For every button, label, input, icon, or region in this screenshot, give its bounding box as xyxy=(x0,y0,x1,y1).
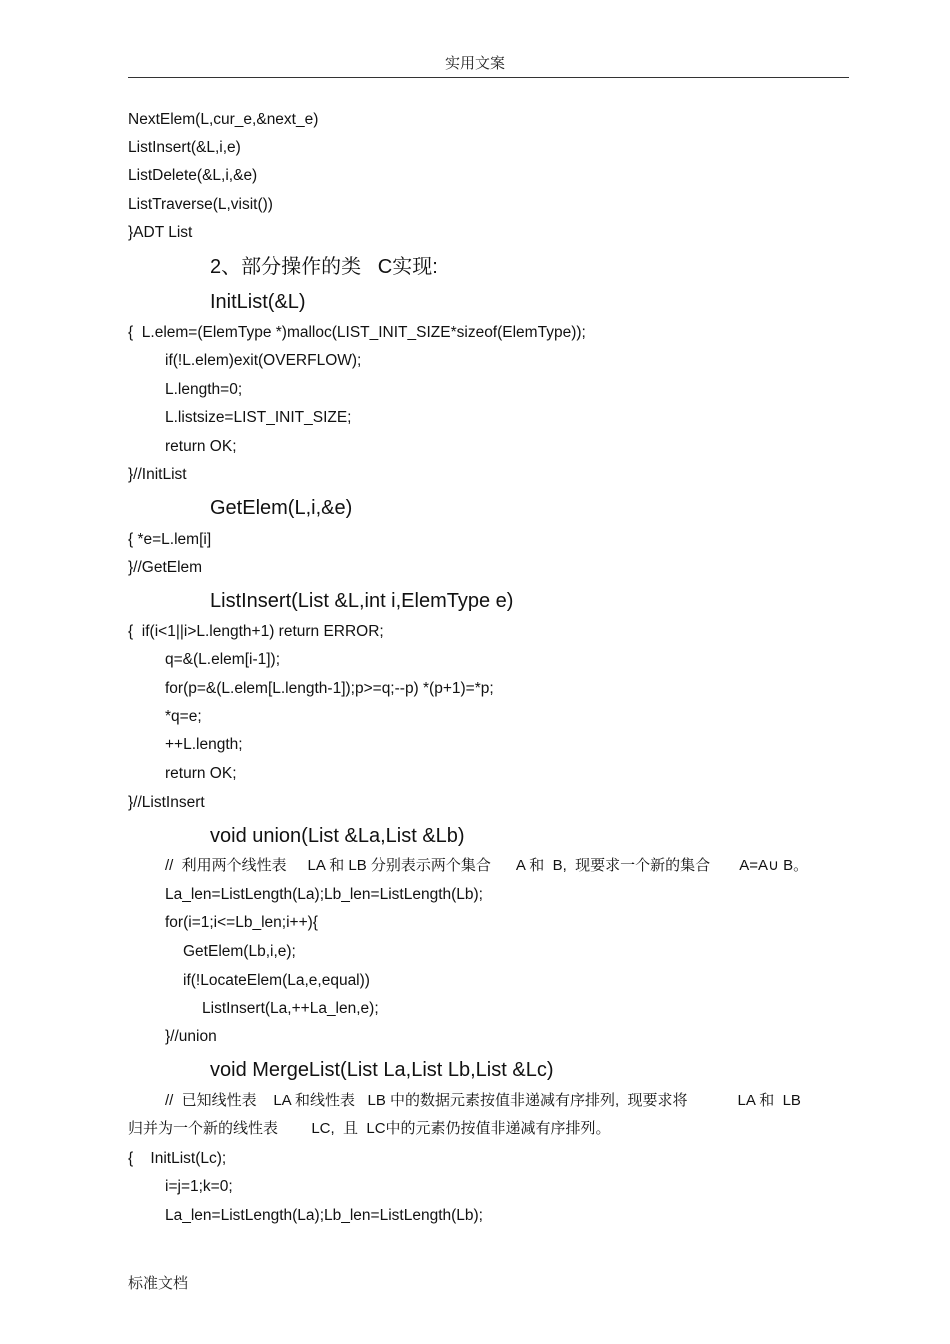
page-header: 实用文案 xyxy=(444,55,505,72)
code-line: L.listsize=LIST_INIT_SIZE; xyxy=(165,409,352,426)
code-line: }//union xyxy=(165,1028,217,1045)
code-line: ListTraverse(L,visit()) xyxy=(128,196,273,213)
code-line: for(i=1;i<=Lb_len;i++){ xyxy=(165,914,318,931)
code-line: return OK; xyxy=(165,438,237,455)
code-line: for(p=&(L.elem[L.length-1]);p>=q;--p) *(p+1)=*p; xyxy=(165,680,494,697)
comment-line: // 利用两个线性表 LA 和 LB 分别表示两个集合 A 和 B, 现要求一个新的集合 A=A∪ B。 xyxy=(165,857,809,874)
function-heading: InitList(&L) xyxy=(210,291,306,313)
code-line: if(!LocateElem(La,e,equal)) xyxy=(183,972,370,989)
code-line: }ADT List xyxy=(128,224,193,241)
code-line: { L.elem=(ElemType *)malloc(LIST_INIT_SIZE*sizeof(ElemType)); xyxy=(128,324,586,341)
function-heading: void union(List &La,List &Lb) xyxy=(210,825,465,847)
code-line: NextElem(L,cur_e,&next_e) xyxy=(128,111,319,128)
code-line: q=&(L.elem[i-1]); xyxy=(165,651,281,668)
code-line: ListInsert(La,++La_len,e); xyxy=(202,1000,379,1017)
code-line: ListInsert(&L,i,e) xyxy=(128,139,241,156)
function-heading: GetElem(L,i,&e) xyxy=(210,497,353,519)
section-heading: 2、部分操作的类 C实现: xyxy=(210,256,438,278)
code-line: { *e=L.lem[i] xyxy=(128,531,212,548)
code-line: La_len=ListLength(La);Lb_len=ListLength(Lb); xyxy=(165,886,483,903)
function-heading: ListInsert(List &L,int i,ElemType e) xyxy=(210,590,514,612)
code-line: *q=e; xyxy=(165,708,202,725)
code-line: ++L.length; xyxy=(165,736,243,753)
code-line: }//ListInsert xyxy=(128,794,205,811)
code-line: if(!L.elem)exit(OVERFLOW); xyxy=(165,352,362,369)
code-line: }//InitList xyxy=(128,466,187,483)
page-footer: 标准文档 xyxy=(128,1275,189,1292)
code-line: L.length=0; xyxy=(165,381,243,398)
code-line: }//GetElem xyxy=(128,559,203,576)
code-line: return OK; xyxy=(165,765,237,782)
code-line: { if(i<1||i>L.length+1) return ERROR; xyxy=(128,623,384,640)
code-line: ListDelete(&L,i,&e) xyxy=(128,167,258,184)
code-line: { InitList(Lc); xyxy=(128,1150,227,1167)
function-heading: void MergeList(List La,List Lb,List &Lc) xyxy=(210,1059,554,1081)
comment-line: 归并为一个新的线性表 LC, 且 LC中的元素仍按值非递减有序排列。 xyxy=(128,1120,611,1137)
code-line: La_len=ListLength(La);Lb_len=ListLength(Lb); xyxy=(165,1207,483,1224)
header-rule xyxy=(128,77,849,78)
comment-line: // 已知线性表 LA 和线性表 LB 中的数据元素按值非递减有序排列, 现要求将 LA 和 LB xyxy=(165,1092,801,1109)
code-line: GetElem(Lb,i,e); xyxy=(183,943,296,960)
code-line: i=j=1;k=0; xyxy=(165,1178,233,1195)
